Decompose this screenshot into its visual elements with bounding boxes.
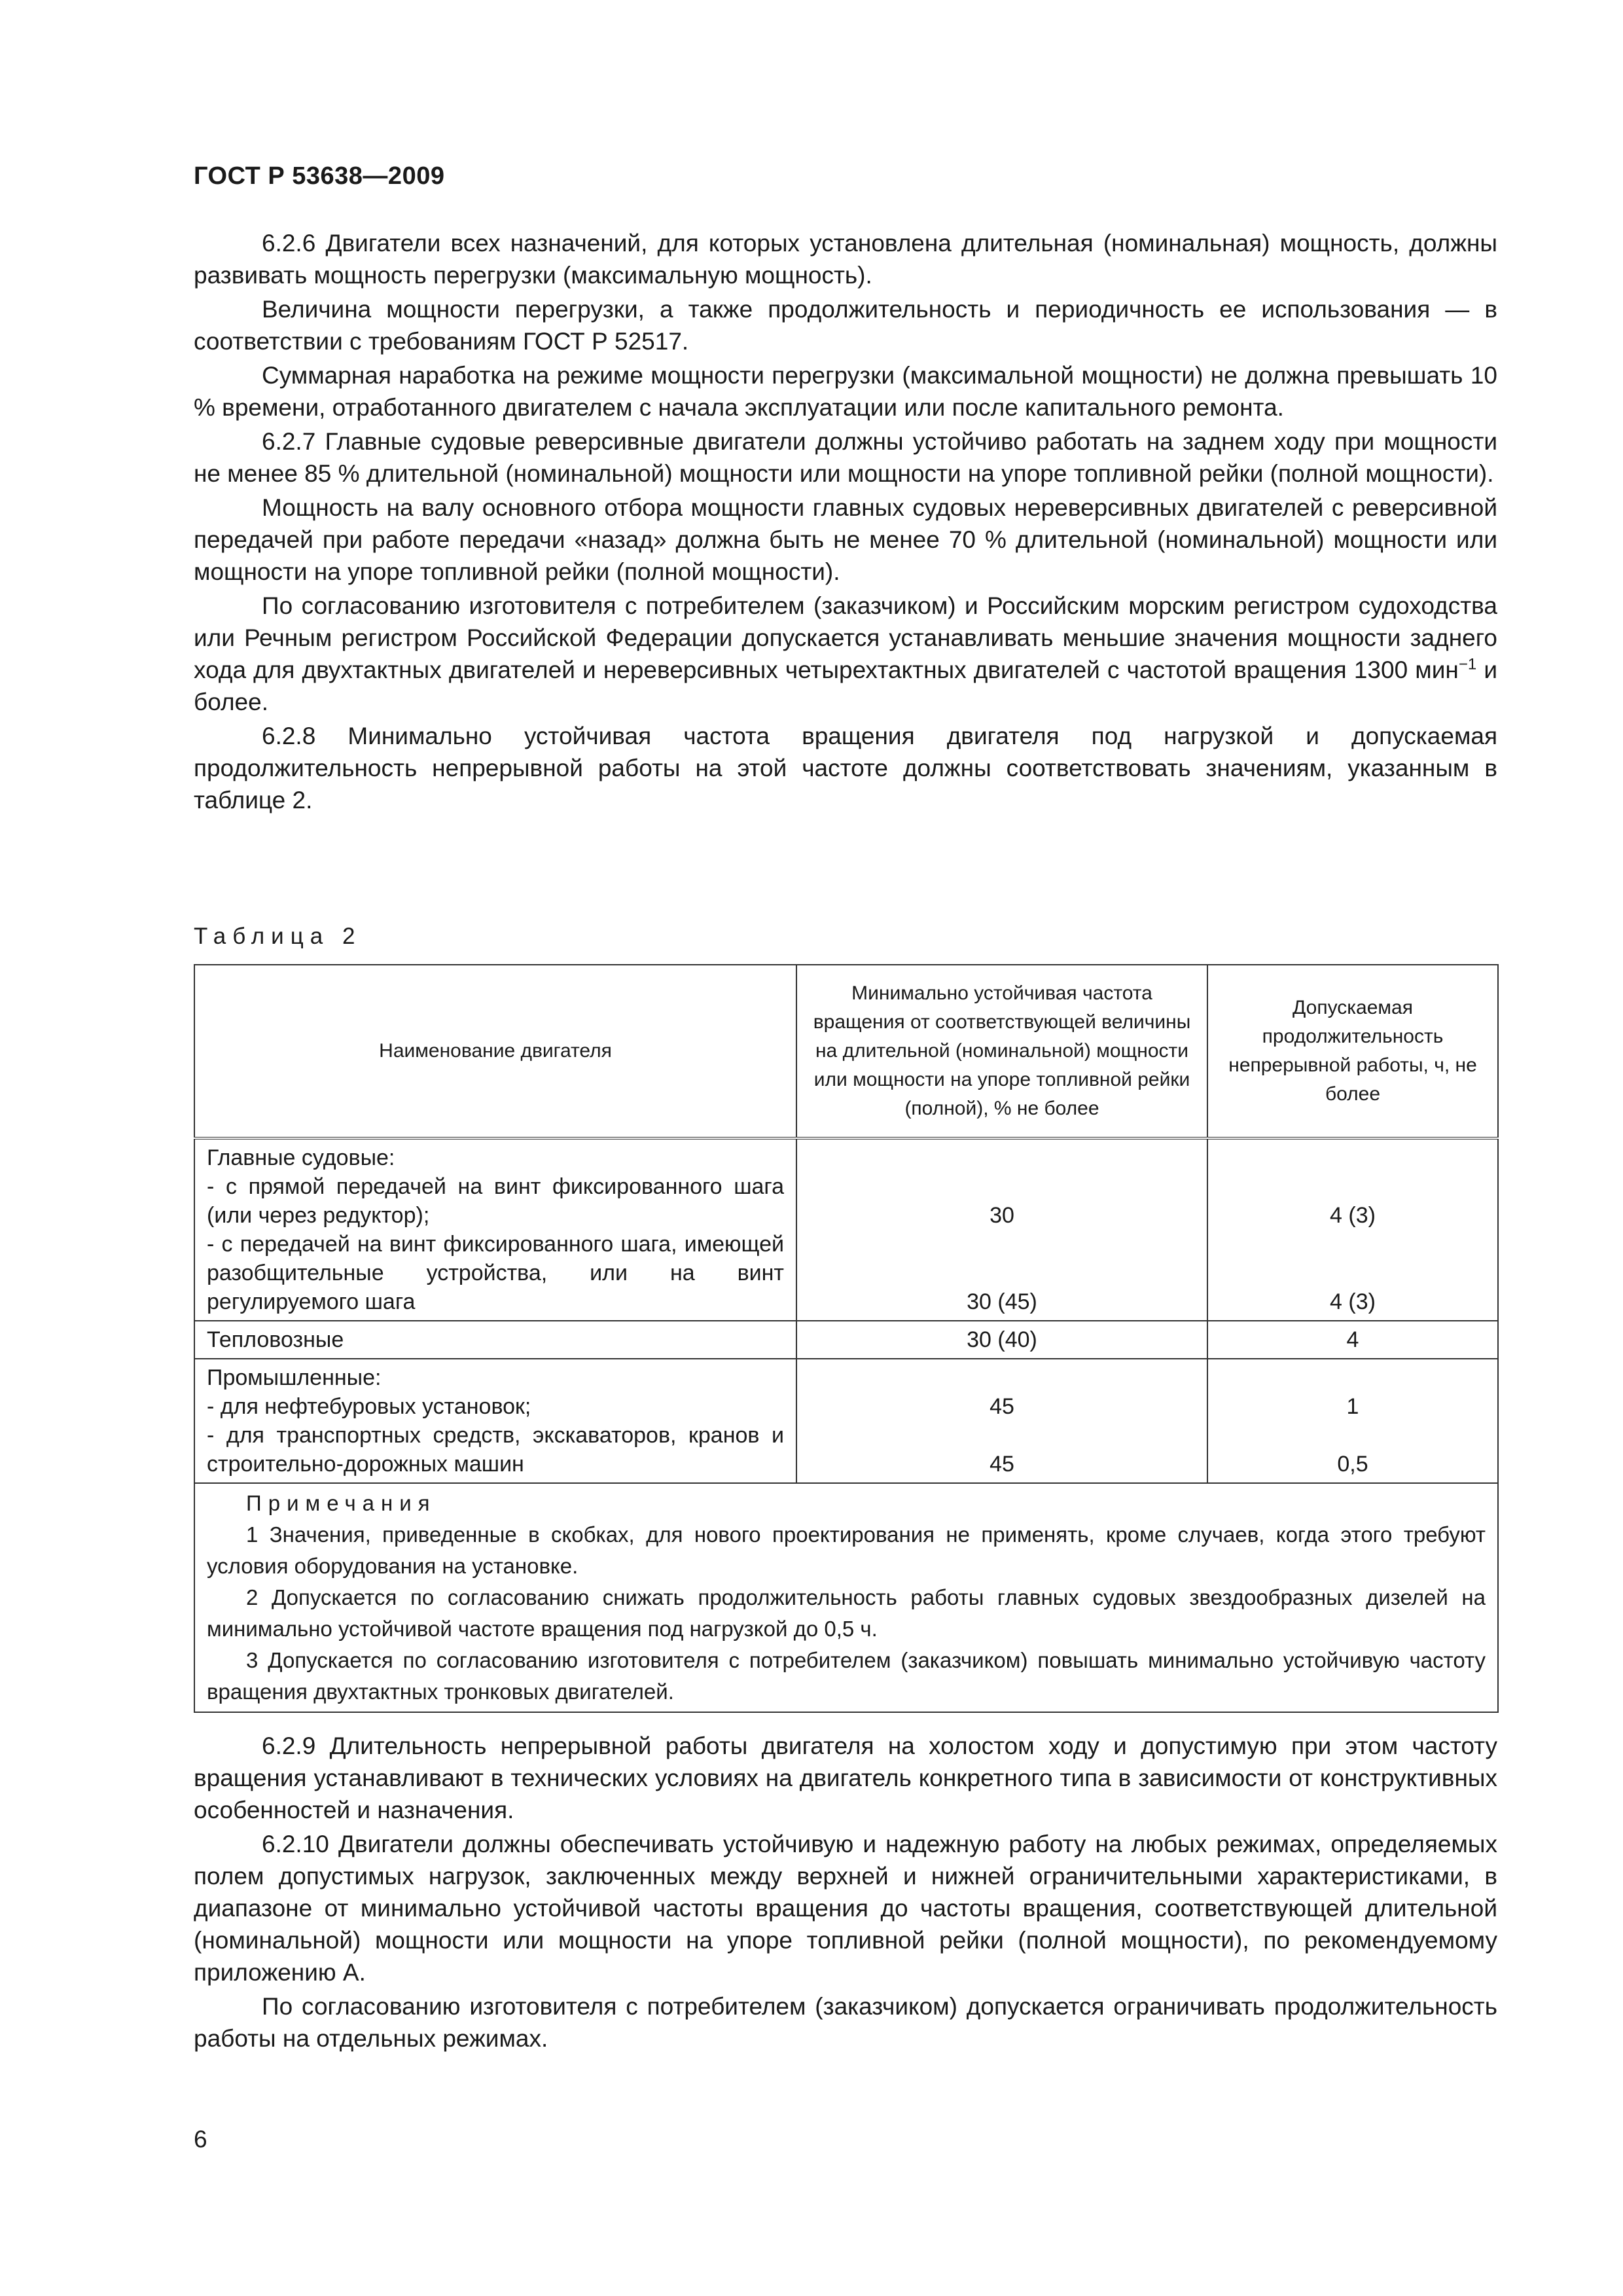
rpm-exponent: −1 <box>1458 655 1477 673</box>
value-frequency: 45 <box>990 1394 1014 1419</box>
name-line: - для транспортных средств, экскаваторов, кранов и строительно-дорожных машин <box>207 1423 784 1477</box>
value-duration: 0,5 <box>1337 1452 1368 1477</box>
cell-engine-name <box>194 1138 796 1321</box>
cell-engine-name <box>194 1359 796 1483</box>
note-item: 1 Значения, приведенные в скобках, для нового проектирования не применять, кроме случаев, когда этого требуют условия оборудования на установке. <box>207 1522 1486 1578</box>
cell-duration <box>1207 1321 1498 1359</box>
paragraph-overload-total: Суммарная наработка на режиме мощности перегрузки (максимальной мощности) не должна превышать 10 % времени, отработанного двигателем с начала эксплуатации или после капитального ремонта. <box>194 362 1497 421</box>
value-frequency: 30 (45) <box>967 1289 1037 1314</box>
value-frequency: 30 <box>990 1203 1014 1228</box>
table-row-marine <box>194 1138 1498 1321</box>
paragraph-6-2-8: 6.2.8 Минимально устойчивая частота вращения двигателя под нагрузкой и допускаемая продолжительность непрерывной работы на этой частоте должны соответствовать значениям, указанным в таблице 2. <box>194 723 1497 814</box>
note-item: 3 Допускается по согласованию изготовителя с потребителем (заказчиком) повышать минимально устойчивую частоту вращения двухтактных тронковых двигателей. <box>207 1648 1486 1704</box>
value-frequency: 45 <box>990 1452 1014 1477</box>
name-line: - с прямой передачей на винт фиксированного шага (или через редуктор); <box>207 1174 784 1228</box>
engine-table <box>194 964 1499 1713</box>
table-notes <box>194 1483 1498 1712</box>
page-number: 6 <box>194 2126 207 2153</box>
header-duration: Допускаемая продолжительность непрерывной работы, ч, не более <box>1207 965 1498 1138</box>
body-text-bottom <box>194 1730 1497 2056</box>
table-caption: Таблица 2 <box>194 924 362 949</box>
table-row-locomotive <box>194 1321 1498 1359</box>
paragraph-shaft-power: Мощность на валу основного отбора мощности главных судовых нереверсивных двигателей с реверсивной передачей при работе передачи «назад» должна быть не менее 70 % длительной (номинальной) мощности или мощности на упоре топливной рейки (полной мощности). <box>194 494 1497 585</box>
value-frequency: 30 (40) <box>967 1327 1037 1352</box>
paragraph-agreement-reverse <box>194 590 1497 718</box>
table-header-row <box>194 965 1498 1138</box>
table-notes-row <box>194 1483 1498 1712</box>
name-line: Промышленные: <box>207 1365 382 1390</box>
cell-duration <box>1207 1138 1498 1321</box>
value-duration: 4 (3) <box>1330 1203 1376 1228</box>
header-engine-name: Наименование двигателя <box>194 965 796 1138</box>
cell-frequency <box>796 1359 1207 1483</box>
paragraph-6-2-7: 6.2.7 Главные судовые реверсивные двигатели должны устойчиво работать на заднем ходу при мощности не менее 85 % длительной (номинальной) мощности или мощности на упоре топливной рейки (полной мощности). <box>194 428 1497 487</box>
paragraph-overload-value: Величина мощности перегрузки, а также продолжительность и периодичность ее использования — в соответствии с требованиям ГОСТ Р 52517. <box>194 296 1497 355</box>
cell-engine-name <box>194 1321 796 1359</box>
note-item: 2 Допускается по согласованию снижать продолжительность работы главных судовых звездообразных дизелей на минимально устойчивой частоте вращения под нагрузкой до 0,5 ч. <box>207 1585 1486 1641</box>
value-duration: 4 <box>1346 1327 1359 1352</box>
cell-frequency <box>796 1321 1207 1359</box>
name-line: - для нефтебуровых установок; <box>207 1394 531 1419</box>
cell-duration <box>1207 1359 1498 1483</box>
cell-frequency <box>796 1138 1207 1321</box>
paragraph-agreement-text: По согласованию изготовителя с потребителем (заказчиком) и Российским морским регистром судоходства или Речным регистром Российской Федерации допускается устанавливать меньшие значения мощности заднего хода для двухтактных двигателей и нереверсивных четырехтактных двигателей с частотой вращения 1300 мин <box>194 592 1497 683</box>
paragraph-6-2-9: 6.2.9 Длительность непрерывной работы двигателя на холостом ходу и допустимую при этом частоту вращения устанавливают в технических условиях на двигатель конкретного типа в зависимости от конструктивных особенностей и назначения. <box>194 1732 1497 1823</box>
paragraph-6-2-6: 6.2.6 Двигатели всех назначений, для которых установлена длительная (номинальная) мощность, должны развивать мощность перегрузки (максимальную мощность). <box>194 230 1497 289</box>
document-code-header: ГОСТ Р 53638—2009 <box>194 162 445 190</box>
table-row-industrial <box>194 1359 1498 1483</box>
value-duration: 1 <box>1346 1394 1359 1419</box>
header-min-frequency: Минимально устойчивая частота вращения от соответствующей величины на длительной (номинальной) мощности или мощности на упоре топливной рейки (полной), % не более <box>796 965 1207 1138</box>
body-text-top <box>194 227 1497 818</box>
paragraph-agreement-tail: и более. <box>194 656 1497 715</box>
notes-title: Примечания <box>246 1491 437 1515</box>
paragraph-limit-duration: По согласованию изготовителя с потребителем (заказчиком) допускается ограничивать продолжительность работы на отдельных режимах. <box>194 1993 1497 2052</box>
name-line: - с передачей на винт фиксированного шага, имеющей разобщительные устройства, или на винт регулируемого шага <box>207 1232 784 1314</box>
value-duration: 4 (3) <box>1330 1289 1376 1314</box>
paragraph-6-2-10: 6.2.10 Двигатели должны обеспечивать устойчивую и надежную работу на любых режимах, определяемых полем допустимых нагрузок, заключенных между верхней и нижней ограничительными характеристиками, в диапазоне от минимально устойчивой частоты вращения до частоты вращения, соответствующей длительной (номинальной) мощности или мощности на упоре топливной рейки (полной мощности), по рекомендуемому приложению А. <box>194 1831 1497 1986</box>
name-line: Главные судовые: <box>207 1145 395 1170</box>
name-line: Тепловозные <box>207 1327 344 1352</box>
